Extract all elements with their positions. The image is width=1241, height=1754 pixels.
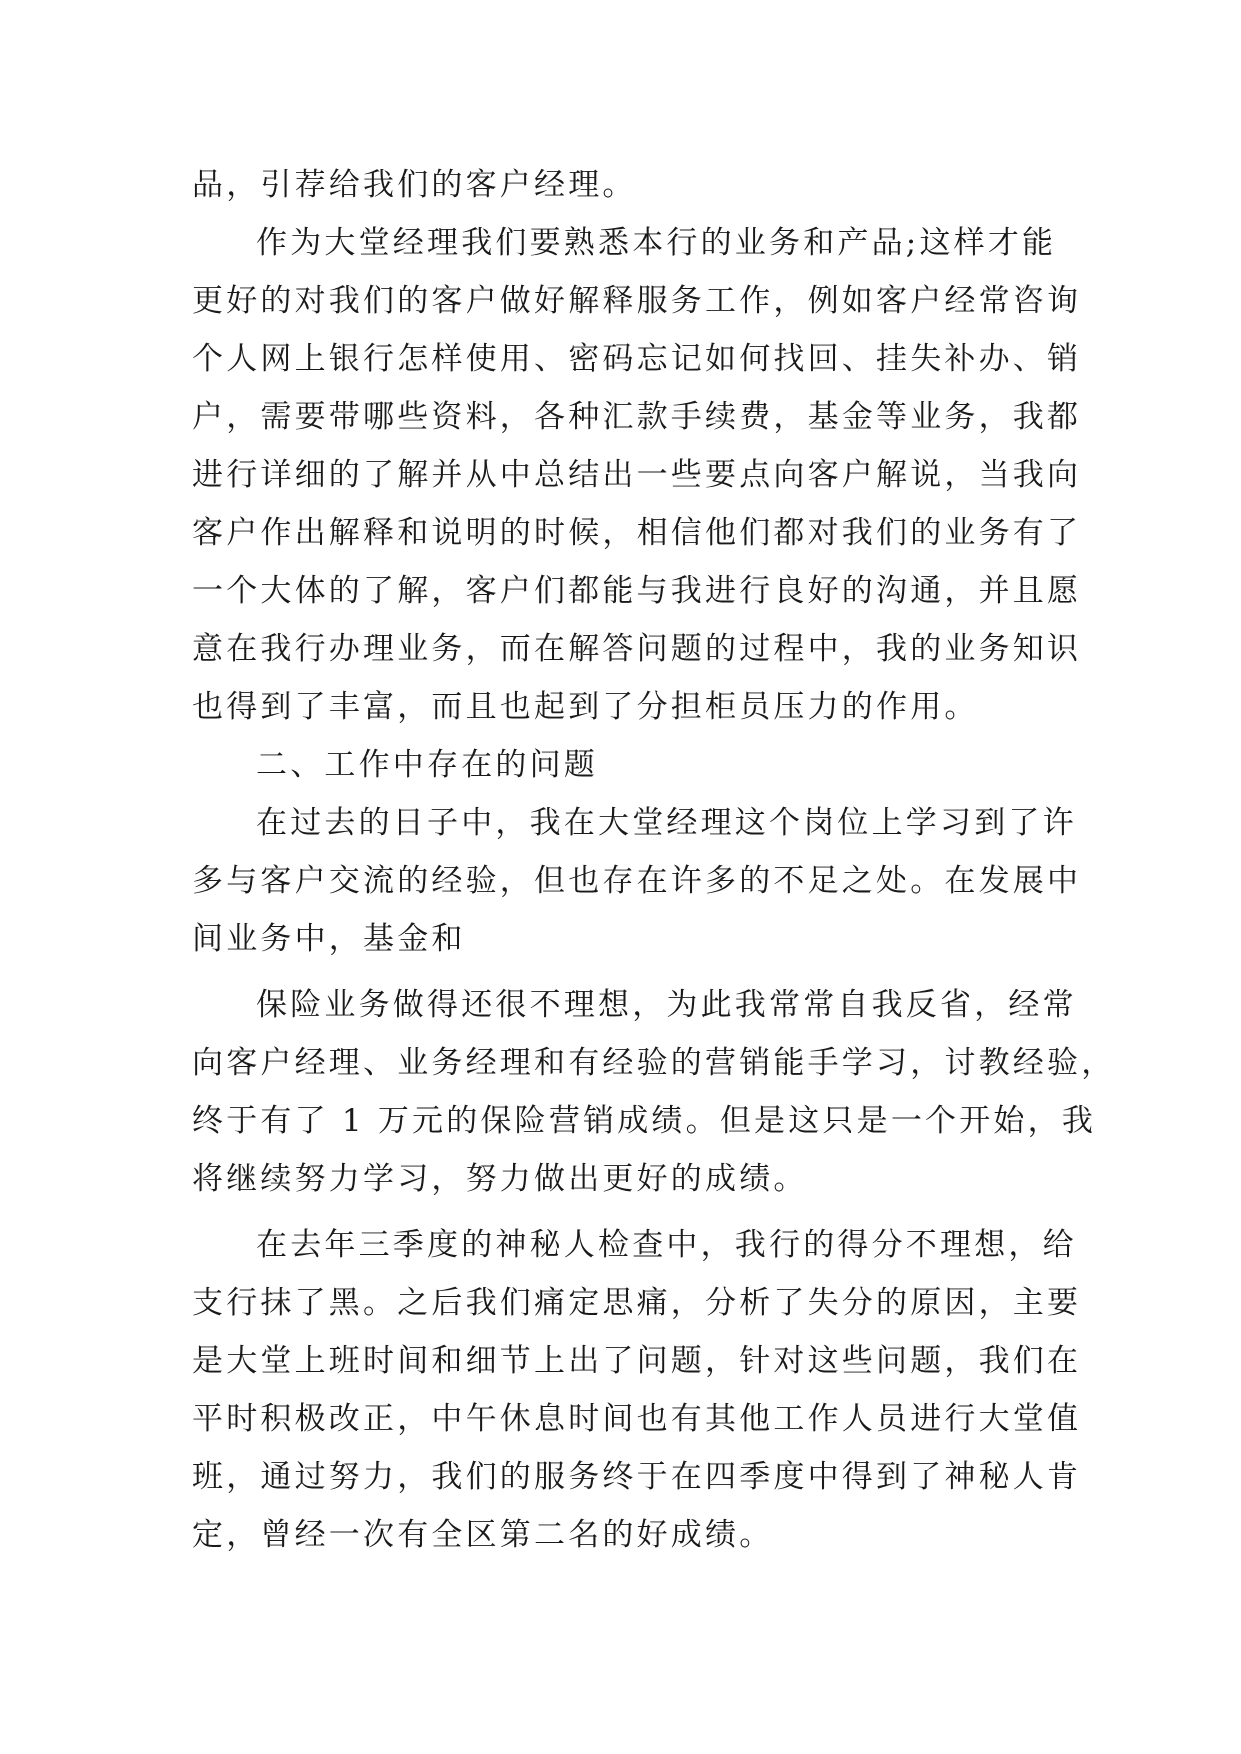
text-line: 也得到了丰富，而且也起到了分担柜员压力的作用。 [192,689,979,725]
text-line: 进行详细的了解并从中总结出一些要点向客户解说，当我向 [192,457,1082,493]
text-line: 间业务中，基金和 [192,921,466,957]
text-line: 定，曾经一次有全区第二名的好成绩。 [192,1517,774,1553]
text-line: 二、工作中存在的问题 [256,747,598,783]
text-line: 支行抹了黑。之后我们痛定思痛，分析了失分的原因，主要 [192,1285,1082,1321]
text-line: 一个大体的了解，客户们都能与我进行良好的沟通，并且愿 [192,573,1082,609]
text-line: 户，需要带哪些资料，各种汇款手续费，基金等业务，我都 [192,399,1082,435]
text-line: 是大堂上班时间和细节上出了问题，针对这些问题，我们在 [192,1343,1082,1379]
text-line: 多与客户交流的经验，但也存在许多的不足之处。在发展中 [192,863,1082,899]
text-line: 意在我行办理业务，而在解答问题的过程中，我的业务知识 [192,631,1082,667]
paragraph-gap [192,1208,1052,1216]
text-line: 更好的对我们的客户做好解释服务工作，例如客户经常咨询 [192,283,1082,319]
text-line: 个人网上银行怎样使用、密码忘记如何找回、挂失补办、销 [192,341,1082,377]
text-line: 平时积极改正，中午休息时间也有其他工作人员进行大堂值 [192,1401,1082,1437]
text-line: 在去年三季度的神秘人检查中，我行的得分不理想，给 [256,1227,1077,1263]
document-body [192,156,1116,1564]
paragraph-gap [192,968,1052,976]
text-line: 客户作出解释和说明的时候，相信他们都对我们的业务有了 [192,515,1082,551]
text-line: 向客户经理、业务经理和有经验的营销能手学习，讨教经验， [192,1045,1116,1081]
text-line: 作为大堂经理我们要熟悉本行的业务和产品;这样才能 [256,225,1057,261]
text-line: 将继续努力学习，努力做出更好的成绩。 [192,1161,808,1197]
text-line: 终于有了 1 万元的保险营销成绩。但是这只是一个开始，我 [192,1103,1097,1139]
text-line: 在过去的日子中，我在大堂经理这个岗位上学习到了许 [256,805,1077,841]
text-line: 班，通过努力，我们的服务终于在四季度中得到了神秘人肯 [192,1459,1082,1495]
text-line: 品，引荐给我们的客户经理。 [192,167,637,203]
text-line: 保险业务做得还很不理想，为此我常常自我反省，经常 [256,987,1077,1023]
